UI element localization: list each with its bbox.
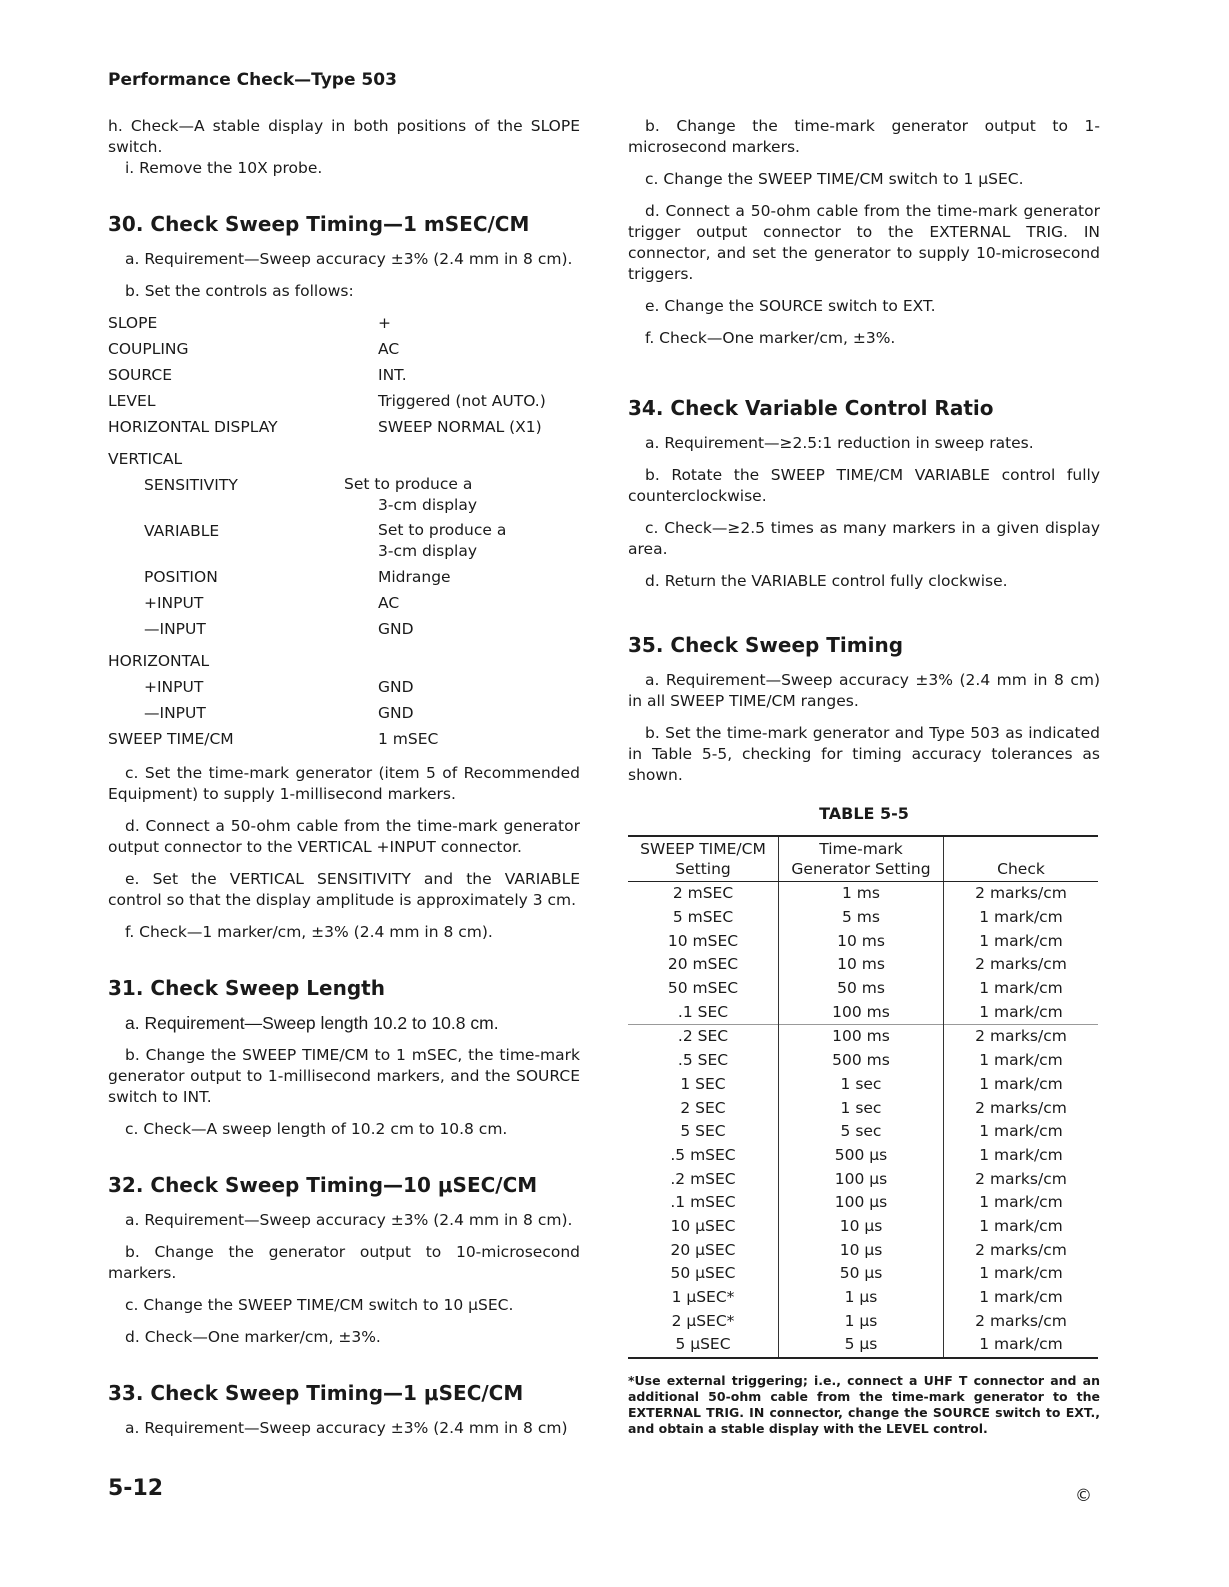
setting-label: SLOPE: [108, 314, 158, 332]
sweep-setting-cell: .5 mSEC: [628, 1144, 779, 1168]
setting-label: COUPLING: [108, 340, 189, 358]
setting-value: +: [378, 314, 391, 332]
setting-value: Midrange: [378, 568, 451, 586]
s35-step-b: b. Set the time-mark generator and Type 503 as indicated in Table 5-5, checking for timing accuracy tolerances as shown.: [628, 724, 1100, 784]
table-row: [628, 1025, 1098, 1049]
s33-step-a: a. Requirement—Sweep accuracy ±3% (2.4 mm in 8 cm): [125, 1419, 568, 1437]
sweep-setting-cell: 2 mSEC: [628, 882, 779, 906]
sweep-setting-cell: .1 SEC: [628, 1000, 779, 1024]
step-i: i. Remove the 10X probe.: [125, 159, 323, 177]
setting-row: [108, 700, 580, 726]
setting-row: [108, 518, 580, 564]
sweep-setting-cell: 2 μSEC*: [628, 1309, 779, 1333]
s33-step-c: c. Change the SWEEP TIME/CM switch to 1 μSEC.: [645, 170, 1024, 188]
s35-step-a: a. Requirement—Sweep accuracy ±3% (2.4 mm in 8 cm) in all SWEEP TIME/CM ranges.: [628, 671, 1100, 710]
setting-value: GND: [378, 704, 414, 722]
section-31-heading: 31. Check Sweep Length: [108, 976, 385, 1000]
check-cell: 2 marks/cm: [975, 1098, 1067, 1117]
sweep-setting-cell: .2 mSEC: [628, 1167, 779, 1191]
s30-step-c: c. Set the time-mark generator (item 5 of Recommended Equipment) to supply 1-millisecond markers.: [108, 764, 580, 803]
sweep-setting-cell: .2 SEC: [628, 1025, 779, 1049]
check-cell: 2 marks/cm: [975, 1311, 1067, 1330]
check-cell: 1 mark/cm: [979, 931, 1063, 950]
check-cell: 1 mark/cm: [979, 1216, 1063, 1235]
s32-step-a: a. Requirement—Sweep accuracy ±3% (2.4 mm in 8 cm).: [125, 1211, 573, 1229]
setting-row: [108, 310, 580, 336]
sweep-setting-cell: 5 mSEC: [628, 906, 779, 930]
generator-setting-cell: 1 ms: [779, 882, 944, 906]
check-cell: 1 mark/cm: [944, 1333, 1099, 1358]
generator-setting-cell: 10 μs: [779, 1238, 944, 1262]
s33-step-f: f. Check—One marker/cm, ±3%.: [645, 329, 896, 347]
sweep-setting-cell: 1 μSEC*: [628, 1286, 779, 1310]
table-row: [628, 1309, 1098, 1333]
setting-value: Set to produce a 3-cm display: [344, 475, 478, 514]
generator-setting-cell: 10 ms: [779, 929, 944, 953]
s34-step-b: b. Rotate the SWEEP TIME/CM VARIABLE control fully counterclockwise.: [628, 466, 1100, 505]
table-row: [628, 1238, 1098, 1262]
s34-step-c: c. Check—≥2.5 times as many markers in a given display area.: [628, 519, 1100, 558]
sweep-setting-cell: .5 SEC: [628, 1049, 779, 1073]
generator-setting-cell: 1 μs: [779, 1286, 944, 1310]
setting-value: INT.: [378, 366, 407, 384]
s32-step-b: b. Change the generator output to 10-microsecond markers.: [108, 1243, 580, 1282]
table-footnote: *Use external triggering; i.e., connect a UHF T connector and an additional 50-ohm cable from the time-mark generator to the EXTERNAL TRIG. IN connector, change the SOURCE switch to EXT., and obtain a stable display with the LEVEL control.: [628, 1372, 1100, 1436]
setting-label: SWEEP TIME/CM: [108, 730, 234, 748]
s32-step-d: d. Check—One marker/cm, ±3%.: [125, 1328, 381, 1346]
sweep-setting-cell: 5 μSEC: [628, 1333, 779, 1358]
setting-value: AC: [378, 594, 400, 612]
s31-step-a: a. Requirement—Sweep length 10.2 to 10.8 cm.: [125, 1013, 499, 1033]
table-row: [628, 1073, 1098, 1097]
check-cell: 1 mark/cm: [979, 1145, 1063, 1164]
check-cell: 1 mark/cm: [979, 979, 1063, 998]
section-33-heading: 33. Check Sweep Timing—1 μSEC/CM: [108, 1381, 524, 1405]
header-sweep-setting: SWEEP TIME/CM Setting: [628, 836, 779, 882]
setting-label: POSITION: [144, 568, 218, 586]
table-row: [628, 953, 1098, 977]
table-header-row: [628, 836, 1098, 882]
generator-setting-cell: 50 μs: [779, 1262, 944, 1286]
setting-row: [108, 414, 580, 440]
table-row: [628, 1262, 1098, 1286]
generator-setting-cell: 10 μs: [779, 1215, 944, 1239]
setting-group-heading: [108, 648, 580, 674]
check-cell: 1 mark/cm: [979, 1002, 1063, 1021]
check-cell: 1 mark/cm: [979, 908, 1063, 927]
setting-row: [108, 472, 580, 518]
sweep-setting-cell: 1 SEC: [628, 1073, 779, 1097]
setting-label: SENSITIVITY: [144, 476, 238, 494]
generator-setting-cell: 1 sec: [779, 1073, 944, 1097]
setting-row: [108, 590, 580, 616]
generator-setting-cell: 500 ms: [779, 1049, 944, 1073]
group-label: VERTICAL: [108, 450, 183, 468]
table-row: [628, 929, 1098, 953]
setting-value: 1 mSEC: [378, 730, 439, 748]
sweep-setting-cell: 20 mSEC: [628, 953, 779, 977]
section-30-heading: 30. Check Sweep Timing—1 mSEC/CM: [108, 212, 530, 236]
setting-value: Triggered (not AUTO.): [378, 392, 546, 410]
table-body: [628, 882, 1098, 1358]
group-label: HORIZONTAL: [108, 652, 210, 670]
s30-step-f: f. Check—1 marker/cm, ±3% (2.4 mm in 8 cm).: [125, 923, 493, 941]
table-row: [628, 1000, 1098, 1024]
generator-setting-cell: 50 ms: [779, 977, 944, 1001]
s30-step-a: a. Requirement—Sweep accuracy ±3% (2.4 mm in 8 cm).: [125, 250, 573, 268]
setting-row: [108, 616, 580, 642]
s30-step-b: b. Set the controls as follows:: [125, 282, 354, 300]
generator-setting-cell: 100 μs: [779, 1167, 944, 1191]
running-head: Performance Check—Type 503: [108, 70, 397, 90]
setting-value: GND: [378, 620, 414, 638]
header-check: Check: [944, 836, 1099, 882]
setting-value: AC: [378, 340, 400, 358]
setting-value: SWEEP NORMAL (X1): [378, 418, 542, 436]
generator-setting-cell: 100 ms: [779, 1000, 944, 1024]
setting-row: [108, 336, 580, 362]
setting-row: [108, 362, 580, 388]
generator-setting-cell: 1 μs: [779, 1309, 944, 1333]
table-row: [628, 906, 1098, 930]
generator-setting-cell: 5 μs: [779, 1333, 944, 1358]
s33-step-e: e. Change the SOURCE switch to EXT.: [645, 297, 936, 315]
setting-label: +INPUT: [144, 594, 204, 612]
generator-setting-cell: 1 sec: [779, 1096, 944, 1120]
s33-step-b: b. Change the time-mark generator output to 1-microsecond markers.: [628, 117, 1100, 156]
copyright-mark: ©: [1075, 1486, 1092, 1506]
generator-setting-cell: 500 μs: [779, 1144, 944, 1168]
sweep-setting-cell: 10 mSEC: [628, 929, 779, 953]
header-generator-setting: Time-mark Generator Setting: [779, 836, 944, 882]
setting-label: +INPUT: [144, 678, 204, 696]
setting-label: SOURCE: [108, 366, 172, 384]
generator-setting-cell: 10 ms: [779, 953, 944, 977]
setting-label: LEVEL: [108, 392, 156, 410]
sweep-setting-cell: .1 mSEC: [628, 1191, 779, 1215]
table-row: [628, 1191, 1098, 1215]
table-row: [628, 977, 1098, 1001]
check-cell: 1 mark/cm: [979, 1074, 1063, 1093]
sweep-setting-cell: 50 μSEC: [628, 1262, 779, 1286]
control-settings: [108, 310, 580, 752]
table-row: [628, 1167, 1098, 1191]
sweep-setting-cell: 10 μSEC: [628, 1215, 779, 1239]
s34-step-a: a. Requirement—≥2.5:1 reduction in sweep rates.: [645, 434, 1034, 452]
check-cell: 2 marks/cm: [975, 955, 1067, 974]
check-cell: 2 marks/cm: [975, 884, 1067, 903]
table-row: [628, 1096, 1098, 1120]
left-column: [108, 116, 580, 1439]
section-34-heading: 34. Check Variable Control Ratio: [628, 396, 994, 420]
page-number: 5-12: [108, 1476, 164, 1501]
check-cell: 2 marks/cm: [975, 1169, 1067, 1188]
s32-step-c: c. Change the SWEEP TIME/CM switch to 10 μSEC.: [125, 1296, 514, 1314]
check-cell: 1 mark/cm: [979, 1193, 1063, 1212]
table-row: [628, 1215, 1098, 1239]
sweep-setting-cell: 2 SEC: [628, 1096, 779, 1120]
setting-label: VARIABLE: [144, 522, 220, 540]
table-row: [628, 1333, 1098, 1358]
section-35-heading: 35. Check Sweep Timing: [628, 633, 904, 657]
sweep-setting-cell: 20 μSEC: [628, 1238, 779, 1262]
generator-setting-cell: 100 ms: [779, 1025, 944, 1049]
setting-row: [108, 388, 580, 414]
generator-setting-cell: 5 ms: [779, 906, 944, 930]
table-row: [628, 1120, 1098, 1144]
check-cell: 1 mark/cm: [979, 1288, 1063, 1307]
setting-row: [108, 564, 580, 590]
check-cell: 1 mark/cm: [979, 1122, 1063, 1141]
s31-step-b: b. Change the SWEEP TIME/CM to 1 mSEC, the time-mark generator output to 1-millisecond markers, and the SOURCE switch to INT.: [108, 1046, 580, 1106]
right-column: [628, 116, 1100, 1437]
s34-step-d: d. Return the VARIABLE control fully clockwise.: [645, 572, 1008, 590]
s30-step-d: d. Connect a 50-ohm cable from the time-mark generator output connector to the VERTICAL +INPUT connector.: [108, 817, 580, 856]
table-row: [628, 1049, 1098, 1073]
check-cell: 1 mark/cm: [979, 1264, 1063, 1283]
setting-value: Set to produce a 3-cm display: [378, 521, 507, 560]
s30-step-e: e. Set the VERTICAL SENSITIVITY and the VARIABLE control so that the display amplitude is approximately 3 cm.: [108, 870, 580, 909]
setting-label: —INPUT: [144, 704, 206, 722]
check-cell: 1 mark/cm: [979, 1051, 1063, 1070]
setting-value: GND: [378, 678, 414, 696]
setting-label: HORIZONTAL DISPLAY: [108, 418, 278, 436]
setting-label: —INPUT: [144, 620, 206, 638]
s31-step-c: c. Check—A sweep length of 10.2 cm to 10.8 cm.: [125, 1120, 508, 1138]
generator-setting-cell: 100 μs: [779, 1191, 944, 1215]
s33-step-d: d. Connect a 50-ohm cable from the time-mark generator trigger output connector to the EXTERNAL TRIG. IN connector, and set the generator to supply 10-microsecond triggers.: [628, 202, 1100, 283]
table-row: [628, 882, 1098, 906]
table-row: [628, 1144, 1098, 1168]
table-row: [628, 1286, 1098, 1310]
sweep-setting-cell: 50 mSEC: [628, 977, 779, 1001]
generator-setting-cell: 5 sec: [779, 1120, 944, 1144]
setting-group-heading: [108, 446, 580, 472]
step-h: h. Check—A stable display in both positions of the SLOPE switch.: [108, 117, 580, 156]
check-cell: 2 marks/cm: [944, 1025, 1099, 1049]
table-title: TABLE 5-5: [819, 804, 909, 823]
setting-row: [108, 726, 580, 752]
section-32-heading: 32. Check Sweep Timing—10 μSEC/CM: [108, 1173, 538, 1197]
setting-row: [108, 674, 580, 700]
sweep-setting-cell: 5 SEC: [628, 1120, 779, 1144]
timing-table: [628, 835, 1098, 1359]
check-cell: 2 marks/cm: [975, 1240, 1067, 1259]
